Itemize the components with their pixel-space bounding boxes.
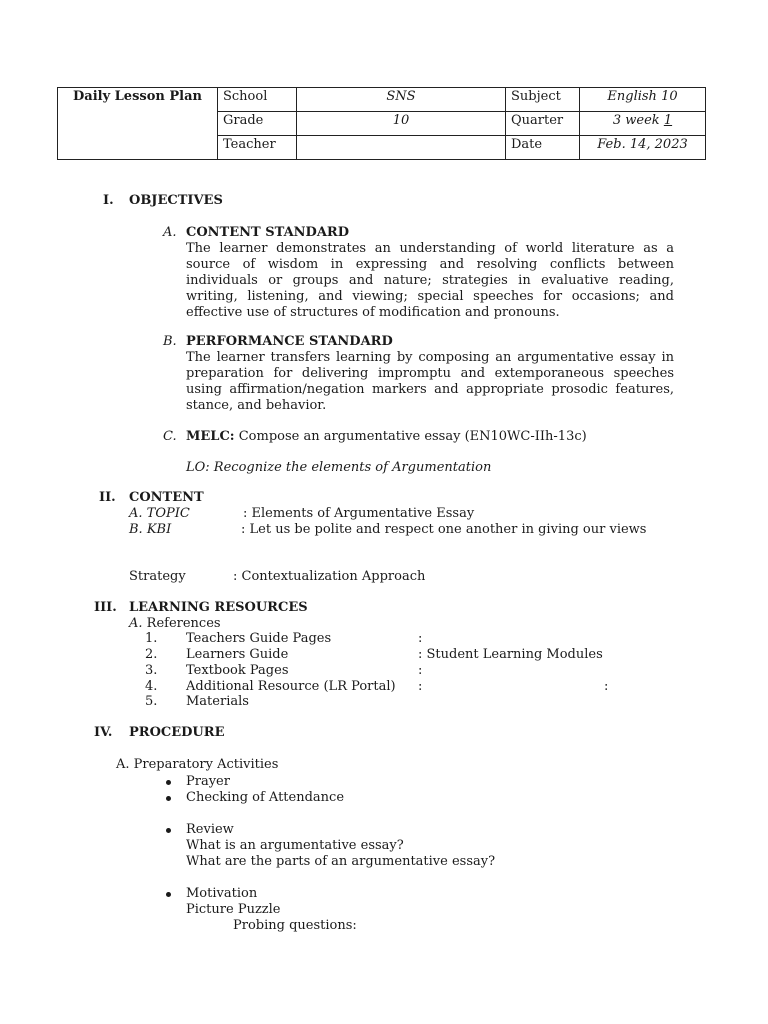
- review-question-2: What are the parts of an argumentative essay?: [186, 854, 496, 869]
- resource-label: Learners Guide: [186, 647, 289, 662]
- bullet-prayer: Prayer: [186, 774, 230, 789]
- content-standard-letter: A.: [163, 225, 177, 240]
- section-numeral-3: III.: [94, 600, 117, 615]
- document-title: Daily Lesson Plan: [58, 88, 218, 160]
- school-label: School: [218, 88, 297, 112]
- strategy-label: Strategy: [129, 569, 186, 584]
- resource-label: Textbook Pages: [186, 663, 289, 678]
- lesson-plan-header-table: [57, 87, 706, 160]
- resource-num: 1.: [145, 631, 158, 646]
- quarter-label: Quarter: [506, 112, 580, 136]
- strategy-value: : Contextualization Approach: [233, 569, 426, 584]
- probing-questions: Probing questions:: [233, 918, 357, 933]
- section-numeral-4: IV.: [94, 725, 113, 740]
- picture-puzzle: Picture Puzzle: [186, 902, 281, 917]
- teacher-label: Teacher: [218, 136, 297, 160]
- resource-label: Teachers Guide Pages: [186, 631, 332, 646]
- teacher-value: [297, 136, 506, 160]
- bullet-review: Review: [186, 822, 234, 837]
- procedure-heading: PROCEDURE: [129, 725, 225, 740]
- resource-label: Materials: [186, 694, 249, 709]
- bullet-motivation: Motivation: [186, 886, 258, 901]
- melc-line: [186, 429, 587, 445]
- resource-num: 2.: [145, 647, 158, 662]
- resource-label: Additional Resource (LR Portal): [186, 679, 396, 694]
- melc-letter: C.: [163, 429, 177, 444]
- school-value: SNS: [297, 88, 506, 112]
- date-value: Feb. 14, 2023: [580, 136, 706, 160]
- resources-heading: LEARNING RESOURCES: [129, 600, 308, 615]
- resource-value: :: [418, 631, 423, 646]
- subject-label: Subject: [506, 88, 580, 112]
- resource-num: 3.: [145, 663, 158, 678]
- performance-standard-text: The learner transfers learning by composing an argumentative essay in preparation for delivering impromptu and extemporaneous speeches using affirmation/negation markers and appropriate prosodic features, stance, and behavior.: [186, 350, 674, 413]
- melc-text: Compose an argumentative essay (EN10WC-IIh-13c): [238, 429, 587, 444]
- quarter-value: 3 week 1: [580, 112, 706, 136]
- content-standard-text: The learner demonstrates an understanding of world literature as a source of wisdom in expressing and resolving conflicts between individuals or groups and nature; strategies in evaluative reading, writing, listening, and viewing; special speeches for occasions; and effective use of structures of modification and pronouns.: [186, 241, 674, 320]
- resource-value: :: [418, 663, 423, 678]
- content-heading: CONTENT: [129, 490, 204, 505]
- grade-label: Grade: [218, 112, 297, 136]
- resource-num: 4.: [145, 679, 158, 694]
- learning-objective: LO: Recognize the elements of Argumentation: [186, 460, 492, 475]
- objectives-heading: OBJECTIVES: [129, 193, 223, 208]
- date-label: Date: [506, 136, 580, 160]
- kbi-label: B. KBI: [129, 522, 172, 537]
- review-question-1: What is an argumentative essay?: [186, 838, 404, 853]
- resource-value: :: [418, 679, 423, 694]
- resource-value: : Student Learning Modules: [418, 647, 603, 662]
- bullet-attendance: Checking of Attendance: [186, 790, 345, 805]
- week-number: 1: [663, 113, 673, 128]
- preparatory-activities-label: A. Preparatory Activities: [116, 757, 279, 772]
- melc-label: MELC:: [186, 429, 235, 444]
- kbi-value: : Let us be polite and respect one another in giving our views: [241, 522, 647, 537]
- content-standard-heading: CONTENT STANDARD: [186, 225, 349, 240]
- section-numeral-1: I.: [103, 193, 114, 208]
- section-numeral-2: II.: [99, 490, 116, 505]
- performance-standard-letter: B.: [163, 334, 177, 349]
- grade-value: 10: [297, 112, 506, 136]
- topic-value: : Elements of Argumentative Essay: [243, 506, 475, 521]
- subject-value: English 10: [580, 88, 706, 112]
- performance-standard-heading: PERFORMANCE STANDARD: [186, 334, 393, 349]
- resource-num: 5.: [145, 694, 158, 709]
- topic-label: A. TOPIC: [129, 506, 190, 521]
- references-label: A. References: [129, 616, 221, 631]
- resource-extra-colon: :: [604, 679, 609, 694]
